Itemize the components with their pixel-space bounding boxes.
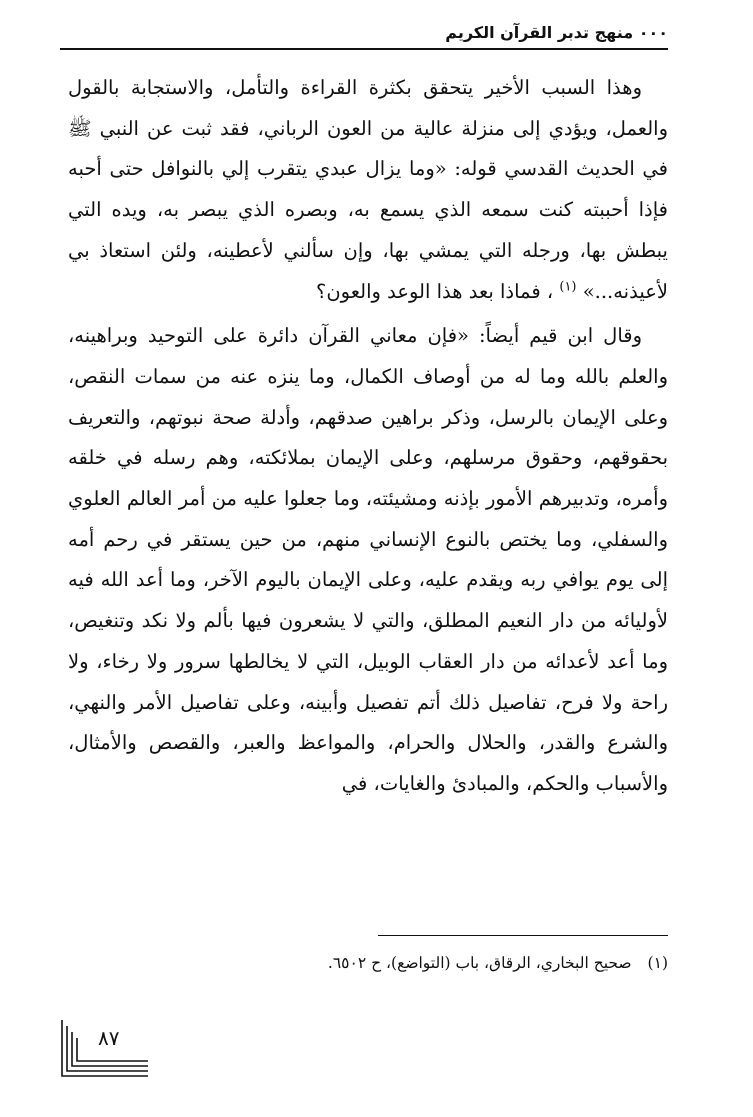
body-text [68,68,668,805]
footnote [250,950,668,976]
footnote-text: صحيح البخاري، الرقاق، باب (التواضع)، ح ٦٥٠٢. [327,954,632,972]
paragraph-1-tail: ، فماذا بعد هذا الوعد والعون؟ [315,279,554,303]
running-header [60,20,668,46]
footnote-rule [378,935,668,936]
page-number: ٨٧ [98,1026,120,1050]
book-title: ٠٠٠ منهج تدبر القرآن الكريم [445,23,668,42]
footnote-number: (١) [647,954,668,972]
paragraph-1-text: وهذا السبب الأخير يتحقق بكثرة القراءة والتأمل، والاستجابة بالقول والعمل، ويؤدي إلى منزلة عالية من العون الرباني، فقد ثبت عن النبي ﷺ في الحديث القدسي قوله: «وما يزال عبدي يتقرب إلي بالنوافل حتى أحبه فإذا أحببته كنت سمعه الذي يسمع به، وبصره الذي يبصر به، ويده التي يبطش بها، ورجله التي يمشي بها، وإن سألني لأعطينه، ولئن استعاذ بي لأعيذنه...» [68,76,668,303]
footnote-reference: (١) [559,279,577,295]
paragraph-2: وقال ابن قيم أيضاً: «فإن معاني القرآن دائرة على التوحيد وبراهينه، والعلم بالله وما له من أوصاف الكمال، وما ينزه عنه من سمات النقص، وعلى الإيمان بالرسل، وذكر براهين صدقهم، وأدلة صحة نبوتهم، والتعريف بحقوقهم، وحقوق مرسلهم، وعلى الإيمان بملائكته، وهم رسله في خلقه وأمره، وتدبيرهم الأمور بإذنه ومشيئته، وما جعلوا عليه من أمر العالم العلوي والسفلي، وما يختص بالنوع الإنساني منهم، من حين يستقر في رحم أمه إلى يوم يوافي ربه ويقدم عليه، وعلى الإيمان باليوم الآخر، وما أعد الله فيه لأوليائه من دار النعيم المطلق، والتي لا يشعرون فيها بألم ولا نكد وتنغيص، وما أعد لأعدائه من دار العقاب الوبيل، التي لا يخالطها سرور ولا رخاء، ولا راحة ولا فرح، تفاصيل ذلك أتم تفصيل وأبينه، وعلى تفاصيل الأمر والنهي، والشرع والقدر، والحلال والحرام، والمواعظ والعبر، والقصص والأمثال، والأسباب والحكم، والمبادئ والغايات، في [68,324,668,795]
header-rule [60,48,668,50]
paragraph-1 [68,68,668,312]
